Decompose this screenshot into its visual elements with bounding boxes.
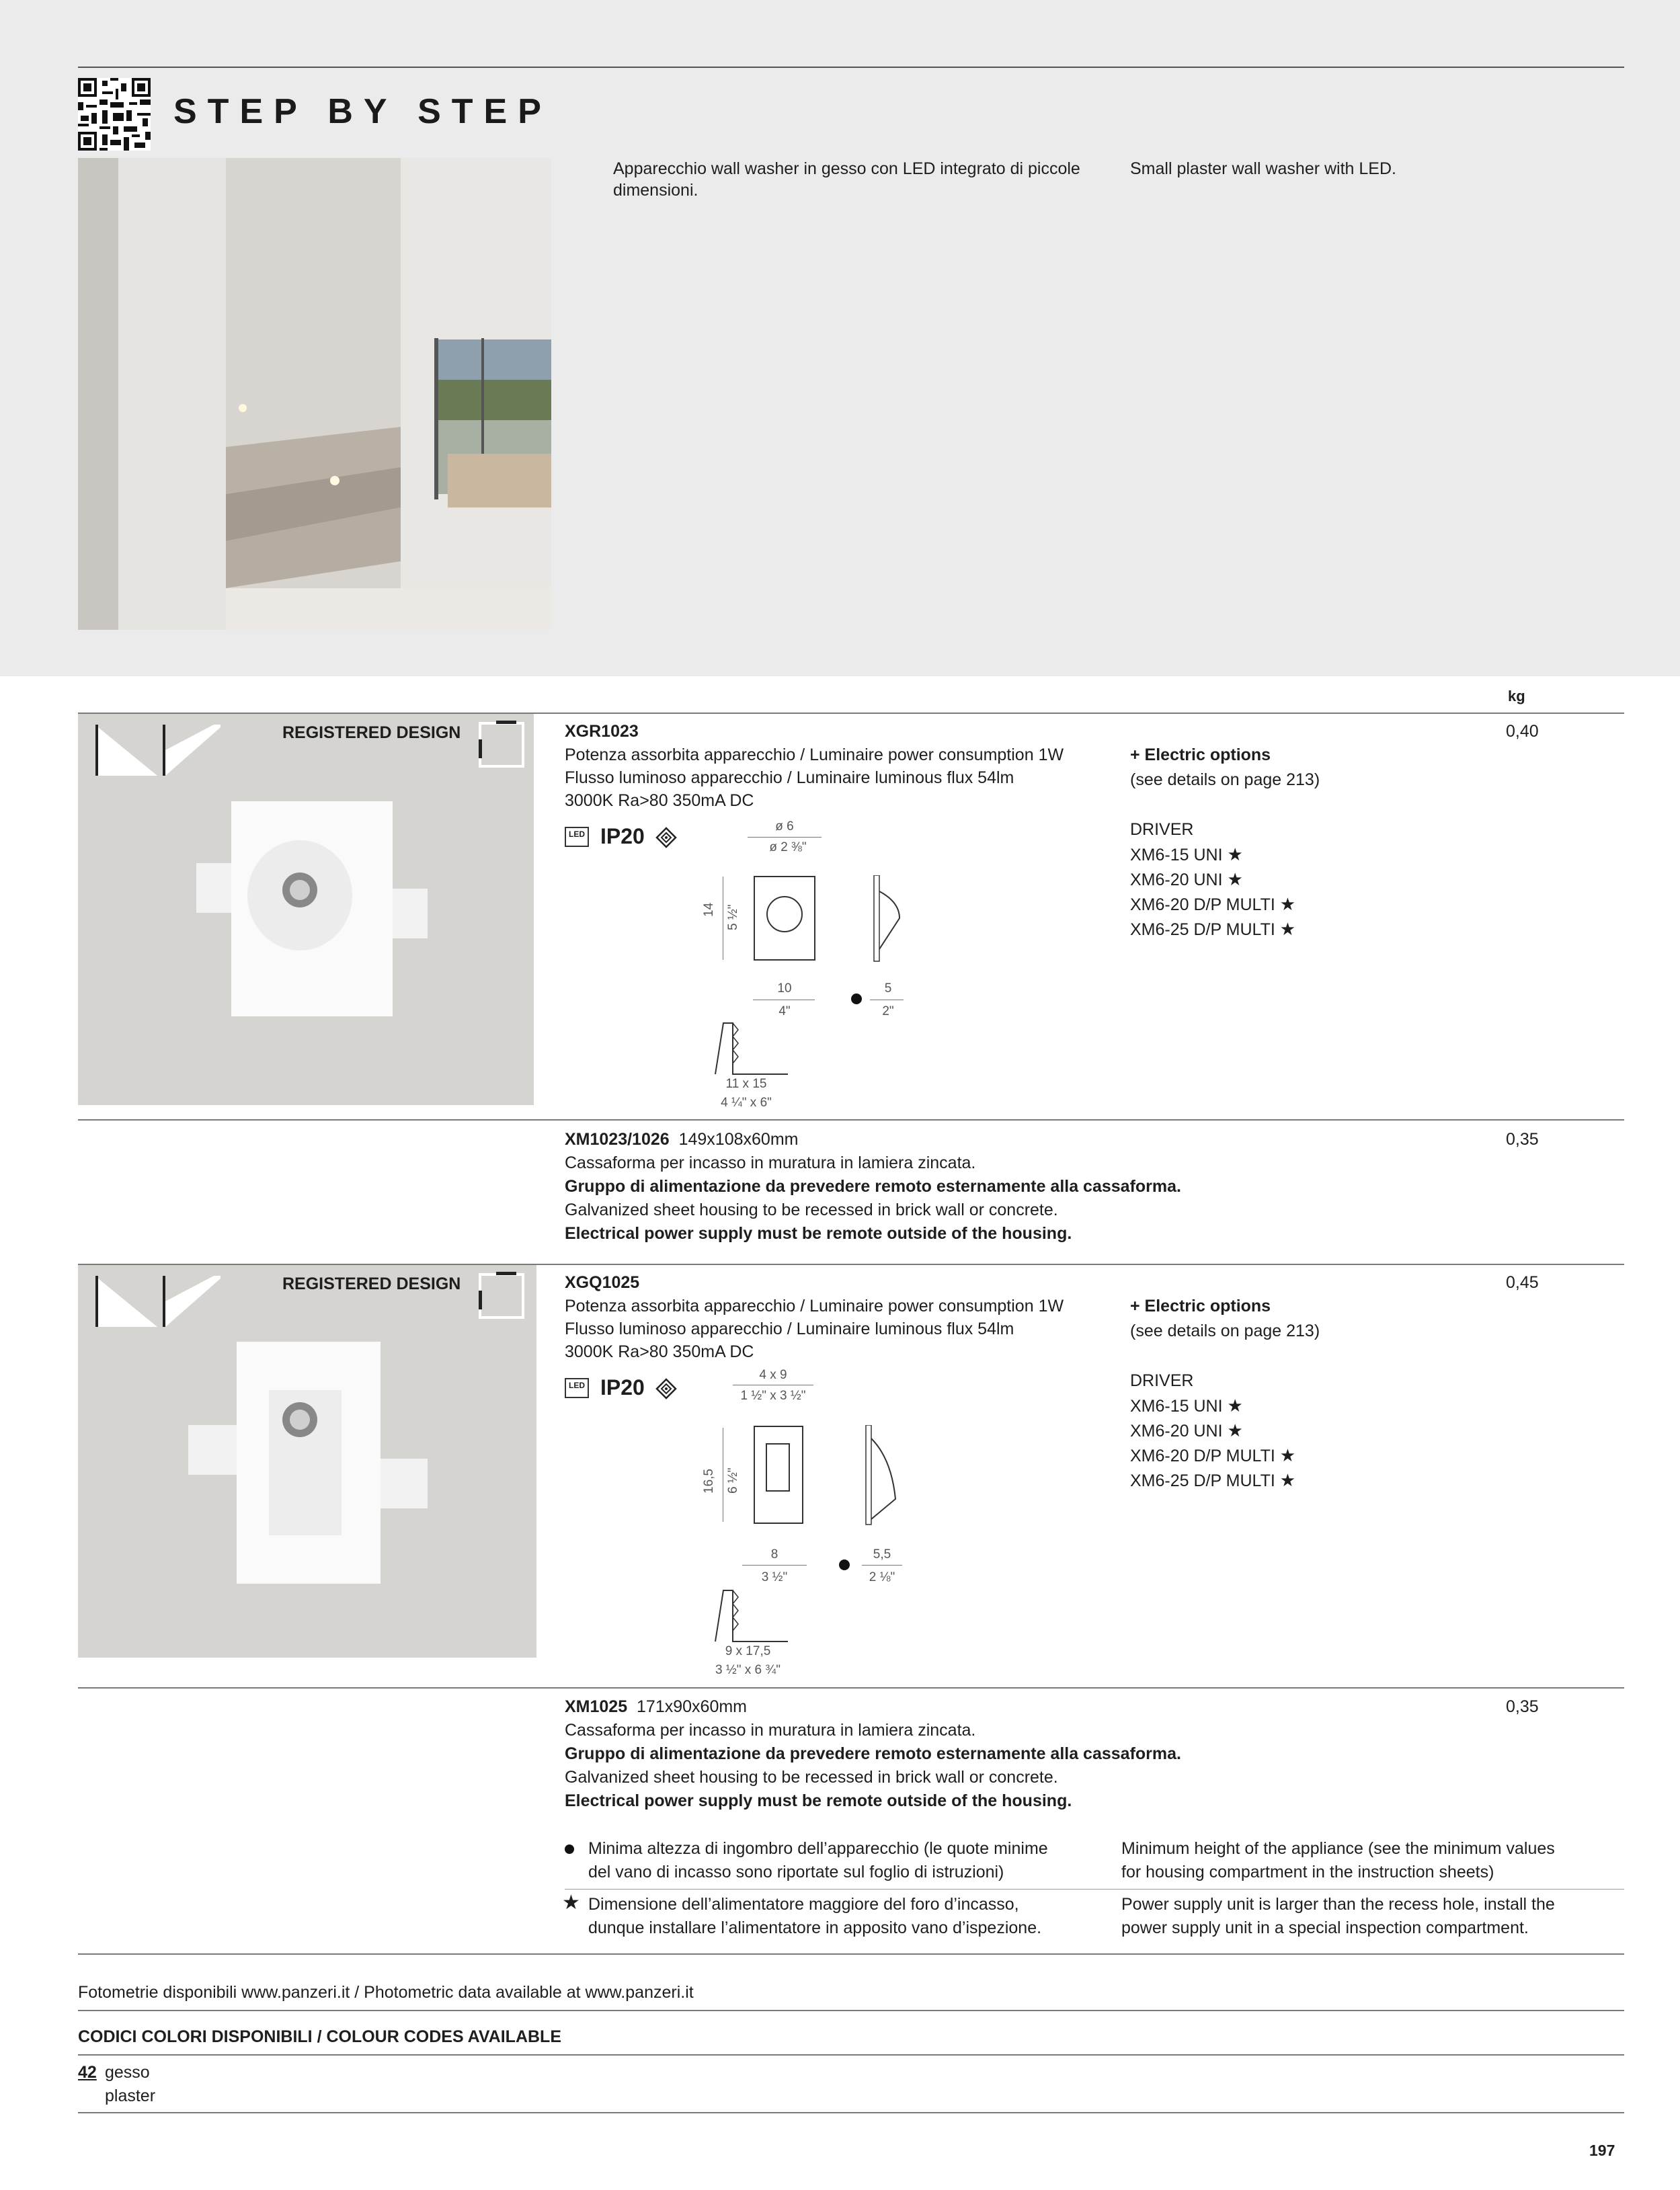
driver-item: XM6-15 UNI ★ [1130, 844, 1243, 864]
dim-width-metric: 10 [777, 981, 792, 996]
note-it-line: Dimensione dell’alimentatore maggiore del foro d’incasso, [588, 1895, 1019, 1914]
note-en-line: for housing compartment in the instruction sheets) [1121, 1863, 1494, 1881]
dim-depth-imperial: 2 ⅛" [869, 1570, 895, 1584]
note-en-line: Power supply unit is larger than the recess hole, install the [1121, 1895, 1555, 1914]
weight-value: 0,45 [1506, 1273, 1539, 1292]
driver-label: DRIVER [1130, 820, 1194, 839]
dim-recess-imperial: 4 ¼" x 6" [721, 1096, 772, 1110]
star-icon: ★ [562, 1892, 580, 1914]
hero-photo [78, 158, 551, 630]
note-en-line: Minimum height of the appliance (see the minimum values [1121, 1839, 1555, 1858]
housing-note-en: Electrical power supply must be remote outside of the housing. [565, 1791, 1072, 1810]
wallwasher-outline-icon [476, 1270, 527, 1322]
photometric-link[interactable]: Fotometrie disponibili www.panzeri.it / Photometric data available at www.panzeri.it [78, 1983, 694, 2002]
product-code: XGQ1025 [565, 1273, 640, 1292]
electric-options-title: + Electric options [1130, 745, 1271, 764]
wallwasher-beam-icon [93, 1274, 226, 1328]
driver-item: XM6-20 D/P MULTI ★ [1130, 1445, 1296, 1465]
row-rule [78, 2054, 1624, 2056]
electric-options-ref: (see details on page 213) [1130, 1322, 1320, 1340]
housing-code-line: XM1025 171x90x60mm [565, 1697, 748, 1716]
star-icon: ★ [1227, 844, 1243, 864]
housing-desc-it: Cassaforma per incasso in muratura in lamiera zincata. [565, 1721, 976, 1740]
dim-depth-metric: 5 [884, 981, 892, 996]
dim-depth-metric: 5,5 [873, 1547, 891, 1562]
row-rule [78, 1687, 1624, 1689]
intro-it-line1: Apparecchio wall washer in gesso con LED integrato di piccole [613, 159, 1080, 178]
product-photo-xgr1023 [78, 714, 534, 1105]
star-icon: ★ [1279, 919, 1296, 939]
dim-width-imperial: 3 ½" [761, 1570, 788, 1584]
recess-hole-icon [713, 1020, 793, 1076]
dim-depth-imperial: 2" [882, 1004, 894, 1018]
housing-note-en: Electrical power supply must be remote outside of the housing. [565, 1224, 1072, 1243]
note-en-line: power supply unit in a special inspection compartment. [1121, 1918, 1529, 1937]
product-photo-xgq1025 [78, 1265, 536, 1658]
dim-line [748, 837, 822, 838]
qr-code-icon[interactable] [78, 78, 151, 151]
intro-en: Small plaster wall washer with LED. [1130, 159, 1396, 178]
colour-codes-title: CODICI COLORI DISPONIBILI / COLOUR CODES AVAILABLE [78, 2027, 561, 2046]
housing-note-it: Gruppo di alimentazione da prevedere remoto esternamente alla cassaforma. [565, 1744, 1181, 1763]
housing-desc-en: Galvanized sheet housing to be recessed in brick wall or concrete. [565, 1201, 1058, 1219]
dim-width-metric: 8 [770, 1547, 778, 1562]
spec-line: 3000K Ra>80 350mA DC [565, 791, 754, 810]
intro-it-line2: dimensioni. [613, 181, 698, 200]
note-it-line: del vano di incasso sono riportate sul foglio di istruzioni) [588, 1863, 1004, 1881]
star-icon: ★ [1279, 1470, 1296, 1490]
dim-height-metric: 14 [702, 902, 716, 917]
product-drawing [753, 1425, 921, 1526]
spec-line: Potenza assorbita apparecchio / Luminaire power consumption 1W [565, 745, 1064, 764]
row-rule [78, 2010, 1624, 2011]
electric-options-title: + Electric options [1130, 1297, 1271, 1315]
page-number: 197 [1589, 2142, 1615, 2159]
dim-height-metric: 16,5 [702, 1469, 716, 1494]
electric-options-ref: (see details on page 213) [1130, 770, 1320, 789]
dim-hole-imperial: 1 ½" x 3 ½" [740, 1389, 806, 1403]
wallwasher-beam-icon [93, 723, 226, 777]
star-icon: ★ [1227, 1395, 1243, 1416]
housing-desc-en: Galvanized sheet housing to be recessed in brick wall or concrete. [565, 1768, 1058, 1787]
spec-line: Flusso luminoso apparecchio / Luminaire luminous flux 54lm [565, 1320, 1014, 1338]
star-icon: ★ [1227, 1420, 1243, 1441]
dim-hole-imperial: ø 2 ⅜" [769, 840, 807, 854]
driver-item: XM6-20 UNI ★ [1130, 869, 1243, 889]
driver-item: XM6-25 D/P MULTI ★ [1130, 1470, 1296, 1490]
wallwasher-outline-icon [476, 719, 527, 770]
row-rule [78, 2112, 1624, 2113]
star-icon: ★ [1227, 869, 1243, 889]
dim-recess-metric: 9 x 17,5 [725, 1644, 771, 1658]
dim-line [742, 1565, 807, 1566]
led-icon: LED [565, 827, 589, 847]
dim-height-imperial: 5 ½" [726, 904, 740, 930]
weight-value: 0,35 [1506, 1130, 1539, 1149]
star-icon: ★ [1279, 1445, 1296, 1465]
housing-note-it: Gruppo di alimentazione da prevedere remoto esternamente alla cassaforma. [565, 1177, 1181, 1196]
dim-hole-metric: ø 6 [775, 819, 794, 834]
dim-line [862, 1565, 902, 1566]
housing-desc-it: Cassaforma per incasso in muratura in lamiera zincata. [565, 1153, 976, 1172]
colour-name-en: plaster [105, 2086, 156, 2105]
note-divider [565, 1889, 1624, 1890]
dim-height-imperial: 6 ½" [726, 1467, 740, 1494]
colour-name-it: gesso [105, 2063, 150, 2082]
recess-hole-icon [713, 1588, 793, 1643]
dim-recess-imperial: 3 ½" x 6 ¾" [715, 1663, 781, 1677]
weight-value: 0,35 [1506, 1697, 1539, 1716]
min-height-marker-icon [851, 993, 862, 1004]
dim-hole-metric: 4 x 9 [759, 1368, 787, 1382]
class-rating-icon [655, 827, 677, 848]
dim-recess-metric: 11 x 15 [725, 1077, 767, 1091]
driver-item: XM6-15 UNI ★ [1130, 1395, 1243, 1416]
row-rule [78, 1119, 1624, 1121]
dim-width-imperial: 4" [778, 1004, 791, 1018]
driver-label: DRIVER [1130, 1371, 1194, 1390]
ip-rating: IP20 [600, 1375, 645, 1400]
driver-item: XM6-20 D/P MULTI ★ [1130, 894, 1296, 914]
note-it-line: Minima altezza di ingombro dell’apparecchio (le quote minime [588, 1839, 1048, 1858]
spec-line: Flusso luminoso apparecchio / Luminaire luminous flux 54lm [565, 768, 1014, 787]
note-it-line: dunque installare l’alimentatore in apposito vano d’ispezione. [588, 1918, 1042, 1937]
registered-design-badge: REGISTERED DESIGN [282, 1274, 461, 1293]
spec-line: 3000K Ra>80 350mA DC [565, 1342, 754, 1361]
class-rating-icon [655, 1378, 677, 1400]
product-drawing [753, 875, 901, 963]
spec-line: Potenza assorbita apparecchio / Luminaire power consumption 1W [565, 1297, 1064, 1315]
page-title: STEP BY STEP [173, 92, 552, 131]
row-rule [78, 1953, 1624, 1955]
driver-item: XM6-20 UNI ★ [1130, 1420, 1243, 1441]
colour-code: 42 [78, 2063, 97, 2082]
star-icon: ★ [1279, 894, 1296, 914]
product-code: XGR1023 [565, 722, 639, 741]
min-height-marker-icon [839, 1559, 850, 1570]
registered-design-badge: REGISTERED DESIGN [282, 723, 461, 742]
weight-column-header: kg [1508, 688, 1525, 704]
top-rule [78, 67, 1624, 68]
driver-item: XM6-25 D/P MULTI ★ [1130, 919, 1296, 939]
housing-code-line: XM1023/1026 149x108x60mm [565, 1130, 799, 1149]
weight-value: 0,40 [1506, 722, 1539, 741]
ip-rating: IP20 [600, 824, 645, 848]
led-icon: LED [565, 1378, 589, 1398]
bullet-icon [565, 1844, 574, 1854]
